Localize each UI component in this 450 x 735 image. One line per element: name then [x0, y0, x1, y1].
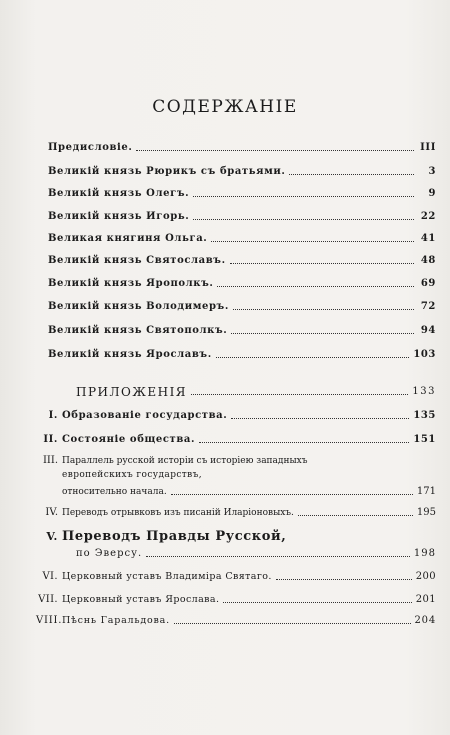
toc-entry-page: 22 — [420, 211, 436, 222]
appendix-entry-page: 171 — [416, 486, 436, 497]
leader-dots — [171, 494, 413, 495]
toc-entry — [48, 251, 436, 267]
toc-entry — [48, 321, 436, 337]
appendix-entry — [43, 430, 436, 446]
appendix-heading-page: 133 — [412, 386, 436, 397]
appendix-entry — [36, 611, 436, 627]
leader-dots — [199, 442, 409, 443]
appendix-entry — [42, 451, 436, 467]
appendix-entry-text: Церковный уставъ Владиміра Святаго. — [62, 571, 272, 582]
toc-entry-page: 72 — [420, 301, 436, 312]
appendix-entry-text: Образованіе государства. — [62, 410, 228, 421]
toc-entry-page: III — [420, 142, 436, 153]
toc-entry-text: Великій князь Ярославъ. — [48, 349, 212, 360]
leader-dots — [231, 333, 414, 334]
toc-entry-text: Великая княгиня Ольга. — [48, 233, 208, 244]
appendix-entry-page: 151 — [413, 434, 436, 445]
appendix-entry — [46, 525, 436, 544]
appendix-entry-page: 195 — [416, 507, 436, 518]
appendix-entry-text: Церковный уставъ Ярослава. — [62, 594, 220, 605]
appendix-entry — [48, 406, 436, 422]
toc-entry — [48, 207, 436, 223]
appendix-entry-page: 198 — [413, 548, 436, 559]
appendix-entry — [45, 503, 436, 519]
appendix-entry — [38, 590, 436, 606]
leader-dots — [211, 241, 414, 242]
leader-dots — [216, 357, 410, 358]
toc-entry-page: 48 — [420, 255, 436, 266]
appendix-entry-line2 — [76, 544, 436, 560]
appendix-entry-number: III. — [42, 455, 58, 466]
appendix-entry-number: VII. — [38, 594, 58, 605]
page-title: СОДЕРЖАНІЕ — [152, 97, 298, 117]
toc-entry-text: Великій князь Святославъ. — [48, 255, 226, 266]
leader-dots — [174, 623, 411, 624]
leader-dots — [233, 309, 414, 310]
toc-entry — [48, 229, 436, 245]
appendix-entry-text: Пѣснь Гаральдова. — [62, 615, 170, 626]
toc-entry-text: Великій князь Рюрикъ съ братьями. — [48, 166, 286, 177]
leader-dots — [276, 579, 412, 580]
appendix-entry-page: 135 — [413, 410, 436, 421]
toc-entry-page: 69 — [420, 278, 436, 289]
appendix-entry-number: VI. — [42, 571, 58, 582]
appendix-entry-text: по Эверсу. — [76, 548, 143, 559]
toc-entry-text: Великій князь Ярополкъ. — [48, 278, 214, 289]
appendix-entry-text: Параллель русской исторіи съ исторіею западныхъ — [62, 456, 308, 466]
appendix-heading-text: ПРИЛОЖЕНІЯ — [76, 385, 187, 399]
leader-dots — [193, 196, 414, 197]
toc-entry-page: 3 — [428, 166, 436, 177]
toc-entry — [48, 297, 436, 313]
leader-dots — [230, 263, 414, 264]
appendix-entry-page: 201 — [415, 594, 436, 605]
toc-entry-text: Великій князь Володимеръ. — [48, 301, 229, 312]
appendix-entry-number: I. — [48, 410, 58, 421]
leader-dots — [146, 556, 410, 557]
toc-entry-text: Предисловіе. — [48, 142, 133, 153]
leader-dots — [193, 219, 414, 220]
toc-entry — [48, 274, 436, 290]
toc-entry-text: Великій князь Святополкъ. — [48, 325, 228, 336]
appendix-entry-number: IV. — [45, 507, 58, 518]
leader-dots — [231, 418, 409, 419]
appendix-entry-text: Переводъ отрывковъ изъ писаній Иларіоновыхъ. — [62, 508, 294, 518]
appendix-entry — [42, 567, 436, 583]
toc-entry-text: Великій князь Игорь. — [48, 211, 190, 222]
leader-dots — [298, 515, 413, 516]
appendix-entry-number: VIII. — [36, 615, 63, 626]
appendix-entry-text: Переводъ Правды Русской, — [62, 529, 287, 544]
leader-dots — [191, 394, 408, 395]
leader-dots — [217, 286, 414, 287]
leader-dots — [136, 150, 414, 151]
appendix-entry-number: II. — [43, 434, 58, 445]
appendix-entry-number: V. — [46, 530, 58, 543]
leader-dots — [289, 174, 414, 175]
toc-entry-text: Великій князь Олегъ. — [48, 188, 190, 199]
toc-entry — [48, 345, 436, 361]
appendix-entry-text: Состояніе общества. — [62, 434, 196, 445]
appendix-entry-page: 204 — [414, 615, 436, 626]
toc-entry — [48, 138, 436, 154]
appendix-entry-page: 200 — [415, 571, 436, 582]
leader-dots — [223, 602, 411, 603]
toc-entry-page: 103 — [413, 349, 436, 360]
toc-entry-page: 94 — [420, 325, 436, 336]
appendix-heading — [76, 382, 436, 398]
toc-entry-page: 9 — [428, 188, 436, 199]
appendix-entry-line3 — [62, 482, 436, 498]
toc-entry-page: 41 — [420, 233, 436, 244]
toc-entry — [48, 184, 436, 200]
appendix-entry-line2: европейскихъ государствъ, — [62, 470, 203, 480]
appendix-entry-text: относительно начала. — [62, 487, 167, 497]
toc-entry — [48, 162, 436, 178]
